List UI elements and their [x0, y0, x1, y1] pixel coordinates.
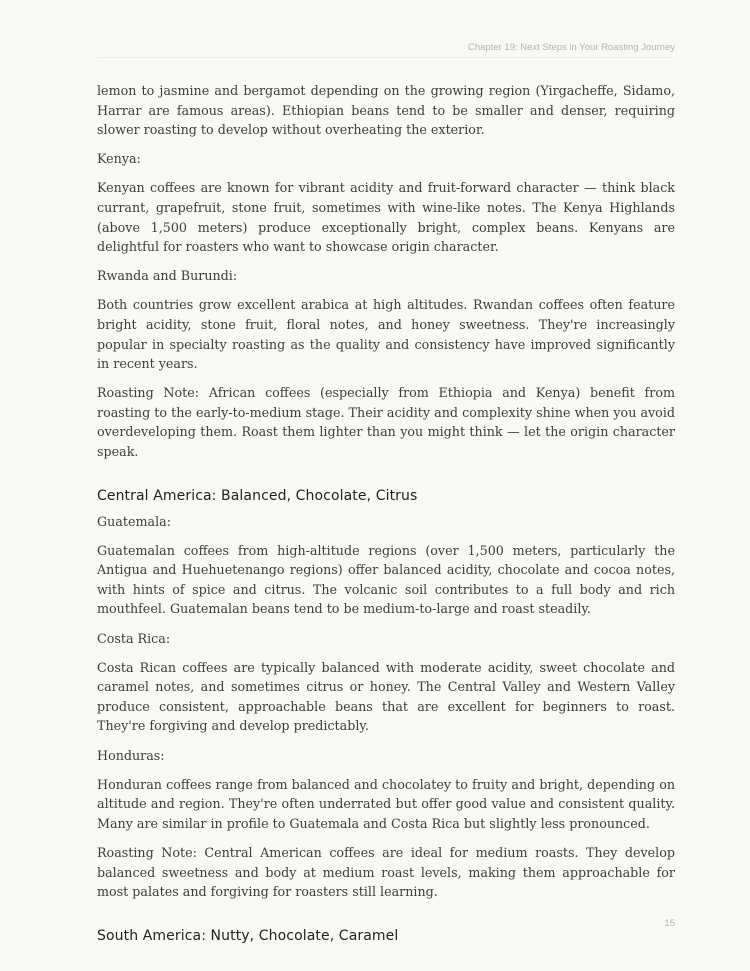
section-heading-central-america: Central America: Balanced, Chocolate, Citrus	[97, 487, 418, 504]
origin-label-costa-rica: Costa Rica:	[97, 630, 171, 646]
page-number: 15	[664, 918, 675, 929]
document-page	[97, 0, 675, 971]
roasting-note-africa: Roasting Note: African coffees (especially from Ethiopia and Kenya) benefit from roasting to the early-to-medium stage. Their acidity and complexity shine when you avoid overdeveloping them. Roast them lighter than you might think — let the origin character speak.	[97, 385, 675, 459]
origin-label-kenya: Kenya:	[97, 151, 141, 167]
page-content	[97, 81, 675, 952]
header-divider	[97, 57, 675, 58]
paragraph-kenya: Kenyan coffees are known for vibrant acidity and fruit-forward character — think black currant, grapefruit, stone fruit, sometimes with wine-like notes. The Kenya Highlands (above 1,500 meters) produce exceptionally bright, complex beans. Kenyans are delightful for roasters who want to showcase origin character.	[97, 180, 675, 255]
paragraph-guatemala: Guatemalan coffees from high-altitude regions (over 1,500 meters, particularly the Antigua and Huehuetenango regions) offer balanced acidity, chocolate and cocoa notes, with hints of spice and citrus. The volcanic soil contributes to a full body and rich mouthfeel. Guatemalan beans tend to be medium-to-large and roast steadily.	[97, 542, 675, 617]
origin-label-rwanda-burundi: Rwanda and Burundi:	[97, 268, 238, 284]
running-header: Chapter 19: Next Steps in Your Roasting Journey	[467, 42, 675, 53]
paragraph-ethiopia-continued: lemon to jasmine and bergamot depending on the growing region (Yirgacheffe, Sidamo, Harrar are famous areas). Ethiopian beans tend to be smaller and denser, requiring slower roasting to develop without overheating the exterior.	[97, 83, 675, 138]
paragraph-honduras: Honduran coffees range from balanced and chocolatey to fruity and bright, depending on altitude and region. They're often underrated but offer good value and consistent quality. Many are similar in profile to Guatemala and Costa Rica but slightly less pronounced.	[97, 776, 675, 831]
origin-label-honduras: Honduras:	[97, 747, 165, 763]
paragraph-rwanda-burundi: Both countries grow excellent arabica at high altitudes. Rwandan coffees often feature bright acidity, stone fruit, floral notes, and honey sweetness. They're increasingly popular in specialty roasting as the quality and consistency have improved significantly in recent years.	[97, 297, 675, 372]
section-heading-south-america: South America: Nutty, Chocolate, Caramel	[97, 927, 399, 944]
origin-label-guatemala: Guatemala:	[97, 513, 171, 529]
paragraph-costa-rica: Costa Rican coffees are typically balanced with moderate acidity, sweet chocolate and caramel notes, and sometimes citrus or honey. The Central Valley and Western Valley produce consistent, approachable beans that are excellent for beginners to roast. They're forgiving and develop predictably.	[97, 659, 675, 734]
roasting-note-central-america: Roasting Note: Central American coffees are ideal for medium roasts. They develop balanced sweetness and body at medium roast levels, making them approachable for most palates and forgiving for roasters still learning.	[97, 844, 675, 900]
